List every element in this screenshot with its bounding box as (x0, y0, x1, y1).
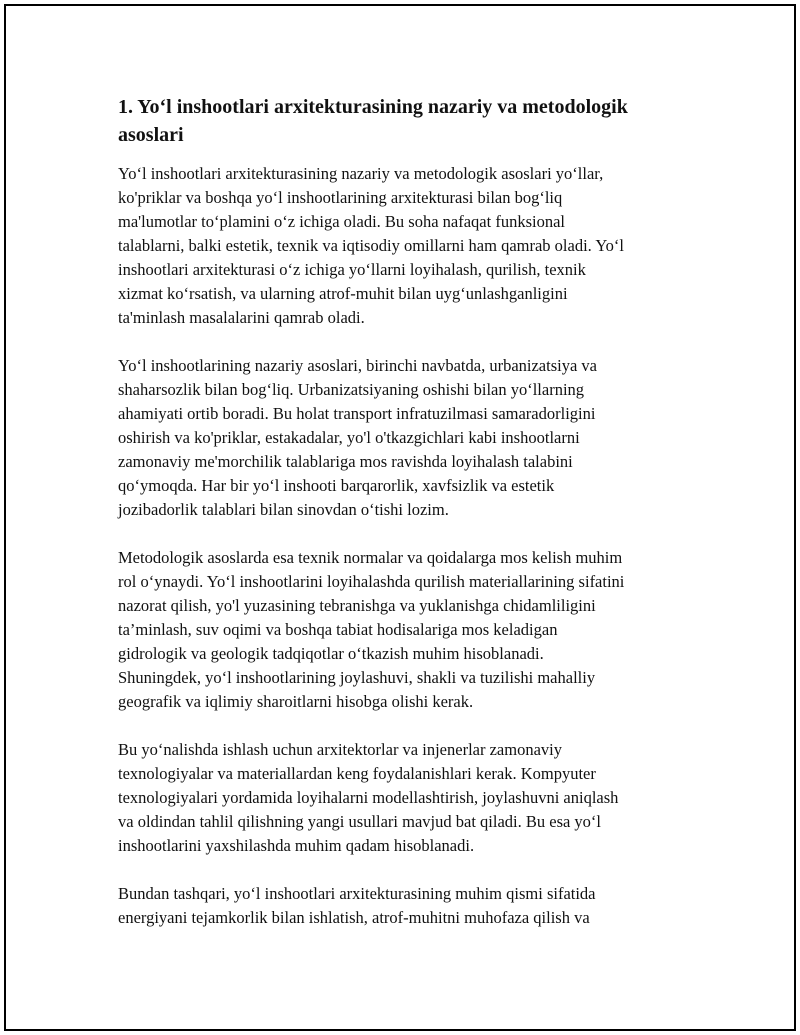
text-line: talablarni, balki estetik, texnik va iqtisodiy omillarni ham qamrab oladi. Yo‘l (118, 236, 624, 255)
text-line: ta’minlash, suv oqimi va boshqa tabiat hodisalariga mos keladigan (118, 620, 558, 639)
text-line: energiyani tejamkorlik bilan ishlatish, atrof-muhitni muhofaza qilish va (118, 908, 590, 927)
paragraph-1 (118, 162, 663, 330)
text-line: inshootlari arxitekturasi o‘z ichiga yo‘llarni loyihalash, qurilish, texnik (118, 260, 586, 279)
text-line: zamonaviy me'morchilik talablariga mos ravishda loyihalash talabini (118, 452, 573, 471)
section-heading (118, 93, 663, 149)
text-line: Shuningdek, yo‘l inshootlarining joylashuvi, shakli va tuzilishi mahalliy (118, 668, 596, 687)
text-line: va oldindan tahlil qilishning yangi usullari mavjud bat qiladi. Bu esa yo‘l (118, 812, 602, 831)
text-line: xizmat ko‘rsatish, va ularning atrof-muhit bilan uyg‘unlashganligini (118, 284, 568, 303)
text-line: rol o‘ynaydi. Yo‘l inshootlarini loyihalashda qurilish materiallarining sifatini (118, 572, 625, 591)
text-line: ta'minlash masalalarini qamrab oladi. (118, 308, 365, 327)
text-line: Bu yo‘nalishda ishlash uchun arxitektorlar va injenerlar zamonaviy (118, 740, 562, 759)
paragraph-2 (118, 354, 663, 522)
text-line: Bundan tashqari, yo‘l inshootlari arxitekturasining muhim qismi sifatida (118, 884, 596, 903)
paragraph-4 (118, 738, 663, 858)
text-line: geografik va iqlimiy sharoitlarni hisobga olishi kerak. (118, 692, 474, 711)
text-line: nazorat qilish, yo'l yuzasining tebranishga va yuklanishga chidamliligini (118, 596, 596, 615)
text-line: qo‘ymoqda. Har bir yo‘l inshooti barqarorlik, xavfsizlik va estetik (118, 476, 555, 495)
document-body (118, 93, 663, 954)
paragraph-3 (118, 546, 663, 714)
text-line: shaharsozlik bilan bog‘liq. Urbanizatsiyaning oshishi bilan yo‘llarning (118, 380, 585, 399)
text-line: Yo‘l inshootlarining nazariy asoslari, birinchi navbatda, urbanizatsiya va (118, 356, 597, 375)
text-line: ko'priklar va boshqa yo‘l inshootlarining arxitekturasi bilan bog‘liq (118, 188, 563, 207)
text-line: oshirish va ko'priklar, estakadalar, yo'l o'tkazgichlari kabi inshootlarni (118, 428, 580, 447)
text-line: ma'lumotlar to‘plamini o‘z ichiga oladi. Bu soha nafaqat funksional (118, 212, 565, 231)
text-line: ahamiyati ortib boradi. Bu holat transport infratuzilmasi samaradorligini (118, 404, 596, 423)
heading-line: 1. Yo‘l inshootlari arxitekturasining nazariy va metodologik (118, 96, 628, 118)
text-line: gidrologik va geologik tadqiqotlar o‘tkazish muhim hisoblanadi. (118, 644, 544, 663)
paragraph-5 (118, 882, 663, 930)
text-line: jozibadorlik talablari bilan sinovdan o‘tishi lozim. (118, 500, 449, 519)
text-line: texnologiyalar va materiallardan keng foydalanishlari kerak. Kompyuter (118, 764, 596, 783)
text-line: texnologiyalari yordamida loyihalarni modellashtirish, joylashuvni aniqlash (118, 788, 619, 807)
text-line: Yo‘l inshootlari arxitekturasining nazariy va metodologik asoslari yo‘llar, (118, 164, 604, 183)
text-line: inshootlarini yaxshilashda muhim qadam hisoblanadi. (118, 836, 475, 855)
text-line: Metodologik asoslarda esa texnik normalar va qoidalarga mos kelish muhim (118, 548, 623, 567)
heading-line: asoslari (118, 124, 184, 146)
